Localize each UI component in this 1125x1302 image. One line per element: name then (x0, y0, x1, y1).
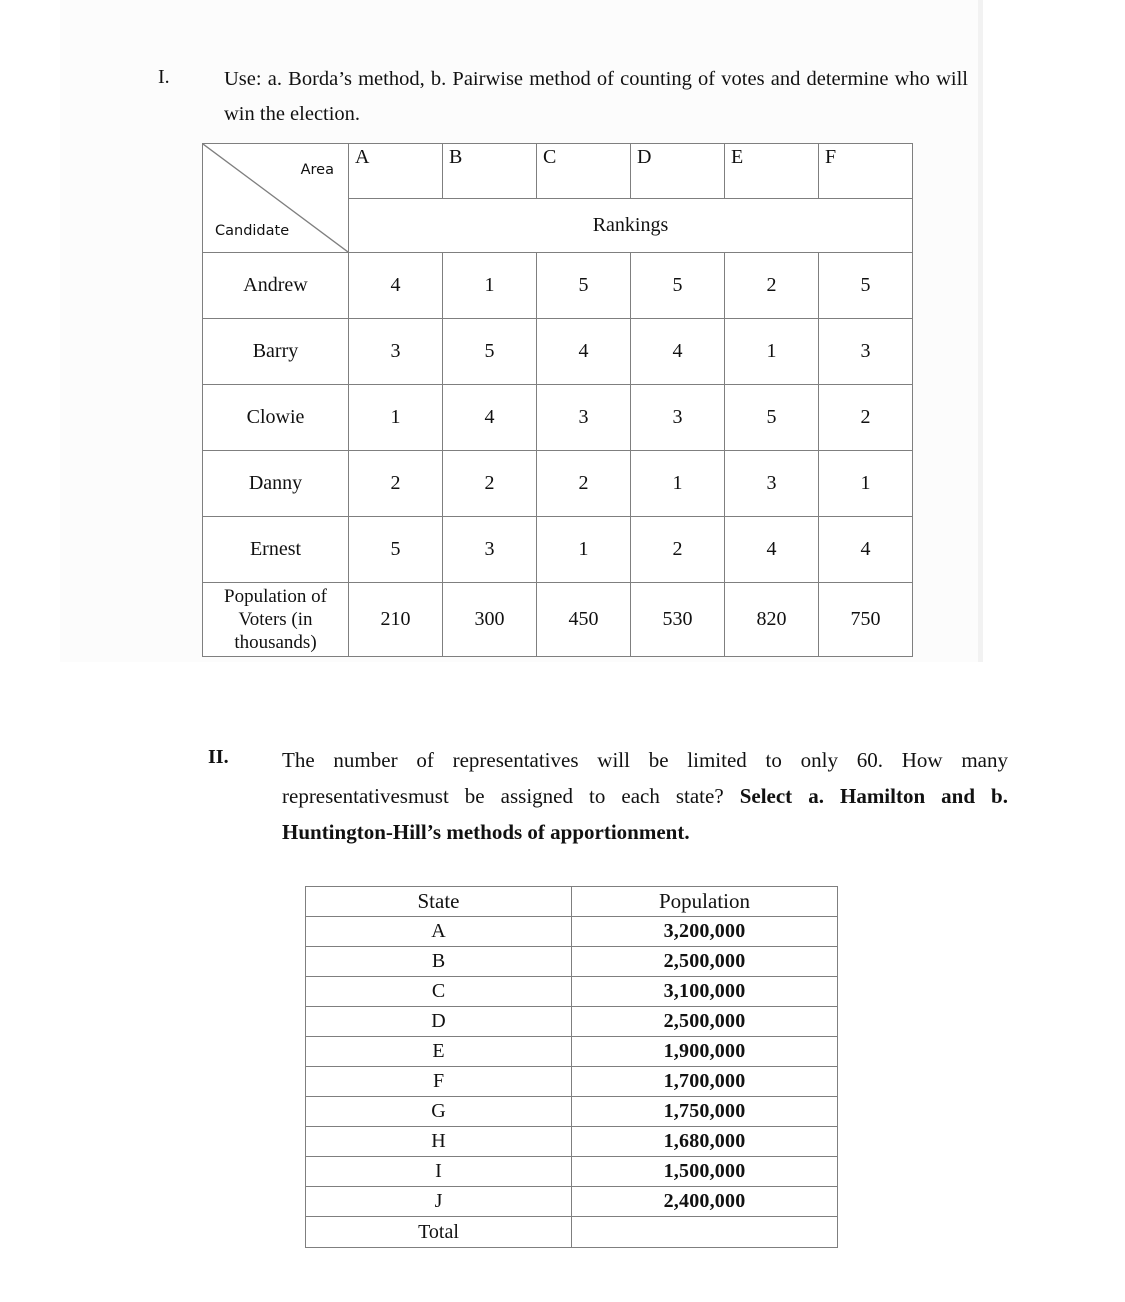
state-population: 1,750,000 (572, 1097, 838, 1127)
rank-cell: 5 (631, 253, 725, 319)
rank-cell: 3 (443, 517, 537, 583)
rank-cell: 2 (443, 451, 537, 517)
rank-cell: 1 (537, 517, 631, 583)
table-row (203, 517, 913, 583)
table-row (306, 917, 838, 947)
rank-cell: 5 (443, 319, 537, 385)
state-population: 1,500,000 (572, 1157, 838, 1187)
table-row (203, 253, 913, 319)
state-name: F (306, 1067, 572, 1097)
population-label-line: Voters (in (238, 609, 313, 630)
rank-cell: 4 (349, 253, 443, 319)
area-header-a: A (349, 144, 443, 199)
table-row-total (306, 1217, 838, 1248)
rank-cell: 2 (725, 253, 819, 319)
problem-two (208, 742, 1008, 850)
area-header-b: B (443, 144, 537, 199)
corner-candidate-label: Candidate (215, 223, 290, 239)
problem-one-text (224, 62, 968, 132)
state-name: C (306, 977, 572, 1007)
population-cell: 300 (443, 583, 537, 657)
rank-cell: 5 (725, 385, 819, 451)
rank-cell: 1 (443, 253, 537, 319)
corner-diagonal-cell (203, 144, 349, 253)
table-row (306, 977, 838, 1007)
problem-one-text-part: Use: a. Borda’s method, b. Pairwise method of counting of votes and determine who will win the election. (224, 68, 968, 125)
rank-cell: 4 (725, 517, 819, 583)
state-population: 1,900,000 (572, 1037, 838, 1067)
state-population: 3,200,000 (572, 917, 838, 947)
state-name: G (306, 1097, 572, 1127)
state-population: 2,400,000 (572, 1187, 838, 1217)
candidate-name: Clowie (203, 385, 349, 451)
table-row (306, 1097, 838, 1127)
problem-one-number: I. (158, 66, 170, 88)
rank-cell: 1 (349, 385, 443, 451)
problem-two-text (282, 742, 1008, 850)
area-header-c: C (537, 144, 631, 199)
area-header-f: F (819, 144, 913, 199)
population-cell: 820 (725, 583, 819, 657)
table-row-header (306, 887, 838, 917)
states-population-table (305, 886, 838, 1248)
rank-cell: 4 (537, 319, 631, 385)
table-row-population (203, 583, 913, 657)
table-row (306, 1187, 838, 1217)
area-header-e: E (725, 144, 819, 199)
table-row (203, 319, 913, 385)
state-name: D (306, 1007, 572, 1037)
rank-cell: 4 (819, 517, 913, 583)
state-population: 2,500,000 (572, 947, 838, 977)
area-header-d: D (631, 144, 725, 199)
rank-cell: 5 (349, 517, 443, 583)
table-row (306, 1127, 838, 1157)
rank-cell: 4 (443, 385, 537, 451)
state-population: 2,500,000 (572, 1007, 838, 1037)
state-population: 3,100,000 (572, 977, 838, 1007)
rank-cell: 3 (537, 385, 631, 451)
state-name: B (306, 947, 572, 977)
rank-cell: 2 (537, 451, 631, 517)
table-row (203, 385, 913, 451)
table-row (203, 451, 913, 517)
table-row (306, 1007, 838, 1037)
problem-two-text-plain: The number of representatives will be limited to only 60. How many representativesmust be assigned to each state? (282, 748, 1008, 808)
candidate-name: Ernest (203, 517, 349, 583)
population-cell: 450 (537, 583, 631, 657)
rankings-span-label: Rankings (349, 199, 913, 253)
rank-cell: 3 (631, 385, 725, 451)
table-row (306, 1067, 838, 1097)
rank-cell: 2 (819, 385, 913, 451)
column-header-population: Population (572, 887, 838, 917)
column-header-state: State (306, 887, 572, 917)
total-population-blank (572, 1217, 838, 1248)
rank-cell: 3 (349, 319, 443, 385)
state-name: A (306, 917, 572, 947)
table-row (306, 1157, 838, 1187)
problem-two-number: II. (208, 746, 229, 768)
rank-cell: 1 (819, 451, 913, 517)
candidate-name: Andrew (203, 253, 349, 319)
rank-cell: 2 (631, 517, 725, 583)
rank-cell: 4 (631, 319, 725, 385)
rankings-table (202, 143, 913, 657)
table-row (306, 1037, 838, 1067)
rank-cell: 3 (725, 451, 819, 517)
candidate-name: Danny (203, 451, 349, 517)
scan-edge-line (978, 0, 983, 662)
problem-one (158, 62, 968, 132)
total-label: Total (306, 1217, 572, 1248)
state-name: J (306, 1187, 572, 1217)
population-cell: 530 (631, 583, 725, 657)
rank-cell: 1 (725, 319, 819, 385)
candidate-name: Barry (203, 319, 349, 385)
rank-cell: 5 (819, 253, 913, 319)
problem-two-text-bold: Select a. Hamilton and b. Huntington-Hill’s methods of apportionment. (282, 784, 1008, 844)
rank-cell: 2 (349, 451, 443, 517)
state-population: 1,700,000 (572, 1067, 838, 1097)
state-name: E (306, 1037, 572, 1067)
population-row-label (203, 583, 349, 657)
table-row (306, 947, 838, 977)
state-name: H (306, 1127, 572, 1157)
population-cell: 210 (349, 583, 443, 657)
table-row-header-area (203, 144, 913, 199)
rank-cell: 1 (631, 451, 725, 517)
corner-area-label: Area (300, 162, 334, 178)
state-name: I (306, 1157, 572, 1187)
state-population: 1,680,000 (572, 1127, 838, 1157)
population-cell: 750 (819, 583, 913, 657)
population-label-line: Population of (224, 586, 327, 607)
population-label-line: thousands) (234, 632, 317, 653)
rank-cell: 3 (819, 319, 913, 385)
rank-cell: 5 (537, 253, 631, 319)
